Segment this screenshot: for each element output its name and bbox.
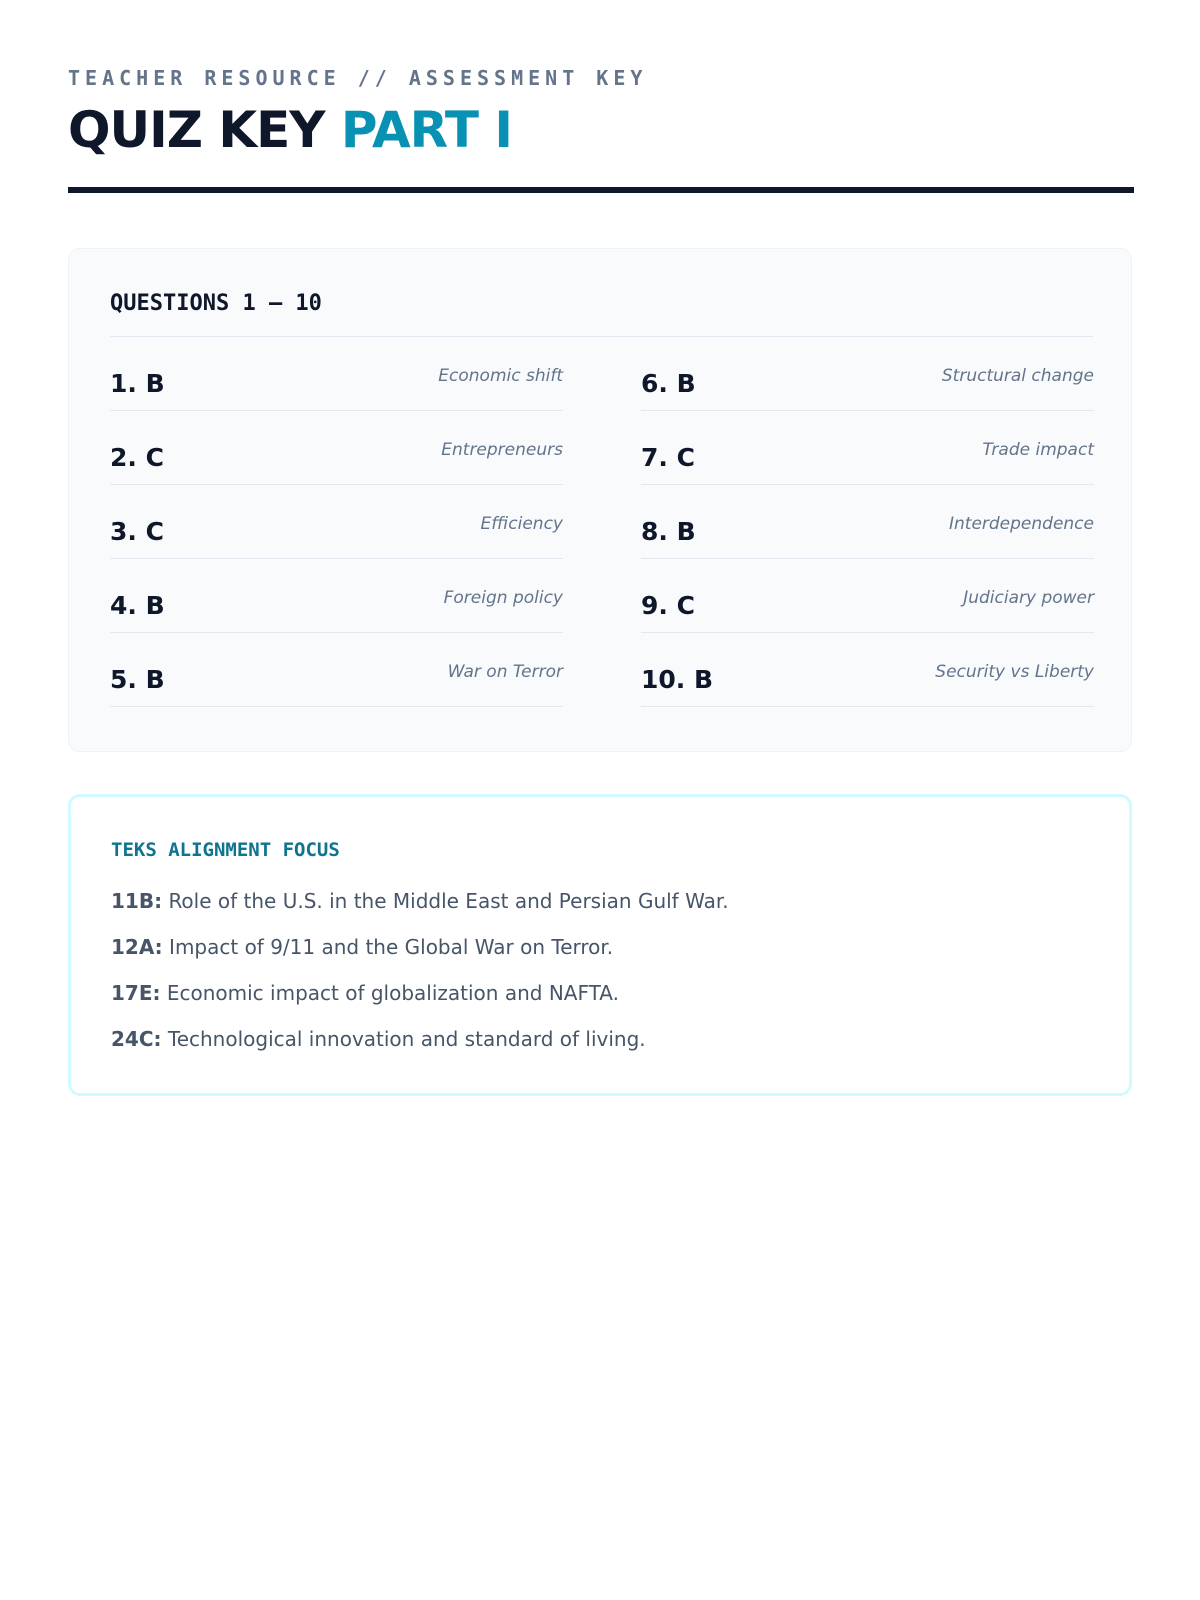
teks-heading: TEKS ALIGNMENT FOCUS: [111, 839, 340, 861]
answer-row: [110, 337, 563, 411]
teks-alignment-panel: [68, 794, 1132, 1096]
answer-topic: Interdependence: [948, 514, 1094, 534]
answer-row: [110, 485, 563, 559]
answer-topic: Judiciary power: [963, 588, 1094, 608]
answer-key: 8. B: [641, 517, 696, 546]
teks-code: 11B:: [111, 889, 163, 913]
answer-topic: Entrepreneurs: [441, 440, 563, 460]
teks-description: Impact of 9/11 and the Global War on Terror.: [169, 935, 614, 959]
answer-topic: Security vs Liberty: [935, 662, 1094, 682]
answer-row: [110, 411, 563, 485]
answer-key: 2. C: [110, 443, 164, 472]
answer-row: [110, 559, 563, 633]
teks-code: 12A:: [111, 935, 163, 959]
answer-topic: Trade impact: [982, 440, 1094, 460]
page-title: [68, 98, 512, 162]
teks-item: [111, 981, 1091, 1027]
teks-code: 24C:: [111, 1027, 162, 1051]
answers-column-right: [641, 337, 1094, 707]
teks-list: [111, 889, 1091, 1073]
answer-row: [641, 411, 1094, 485]
answer-topic: Efficiency: [480, 514, 563, 534]
teks-description: Technological innovation and standard of living.: [167, 1027, 646, 1051]
answers-column-left: [110, 337, 563, 707]
answer-topic: Foreign policy: [443, 588, 563, 608]
answer-key: 5. B: [110, 665, 165, 694]
answer-row: [641, 337, 1094, 411]
answers-panel: [68, 248, 1132, 752]
teks-description: Economic impact of globalization and NAFTA.: [166, 981, 619, 1005]
teks-code: 17E:: [111, 981, 161, 1005]
answers-heading: QUESTIONS 1 – 10: [110, 291, 322, 316]
teks-item: [111, 935, 1091, 981]
title-accent: PART I: [340, 101, 513, 159]
answer-key: 7. C: [641, 443, 695, 472]
answer-key: 9. C: [641, 591, 695, 620]
eyebrow-label: TEACHER RESOURCE // ASSESSMENT KEY: [68, 66, 648, 90]
answer-topic: Structural change: [941, 366, 1094, 386]
teks-item: [111, 889, 1091, 935]
answer-row: [641, 633, 1094, 707]
header-divider: [68, 187, 1134, 193]
answer-key: 3. C: [110, 517, 164, 546]
answer-topic: Economic shift: [438, 366, 563, 386]
title-main: QUIZ KEY: [68, 101, 325, 159]
answer-row: [641, 485, 1094, 559]
answer-key: 10. B: [641, 665, 714, 694]
answer-key: 6. B: [641, 369, 696, 398]
teks-item: [111, 1027, 1091, 1073]
answer-topic: War on Terror: [447, 662, 563, 682]
answer-row: [641, 559, 1094, 633]
answer-row: [110, 633, 563, 707]
teks-description: Role of the U.S. in the Middle East and Persian Gulf War.: [168, 889, 729, 913]
answer-key: 1. B: [110, 369, 165, 398]
answer-key: 4. B: [110, 591, 165, 620]
